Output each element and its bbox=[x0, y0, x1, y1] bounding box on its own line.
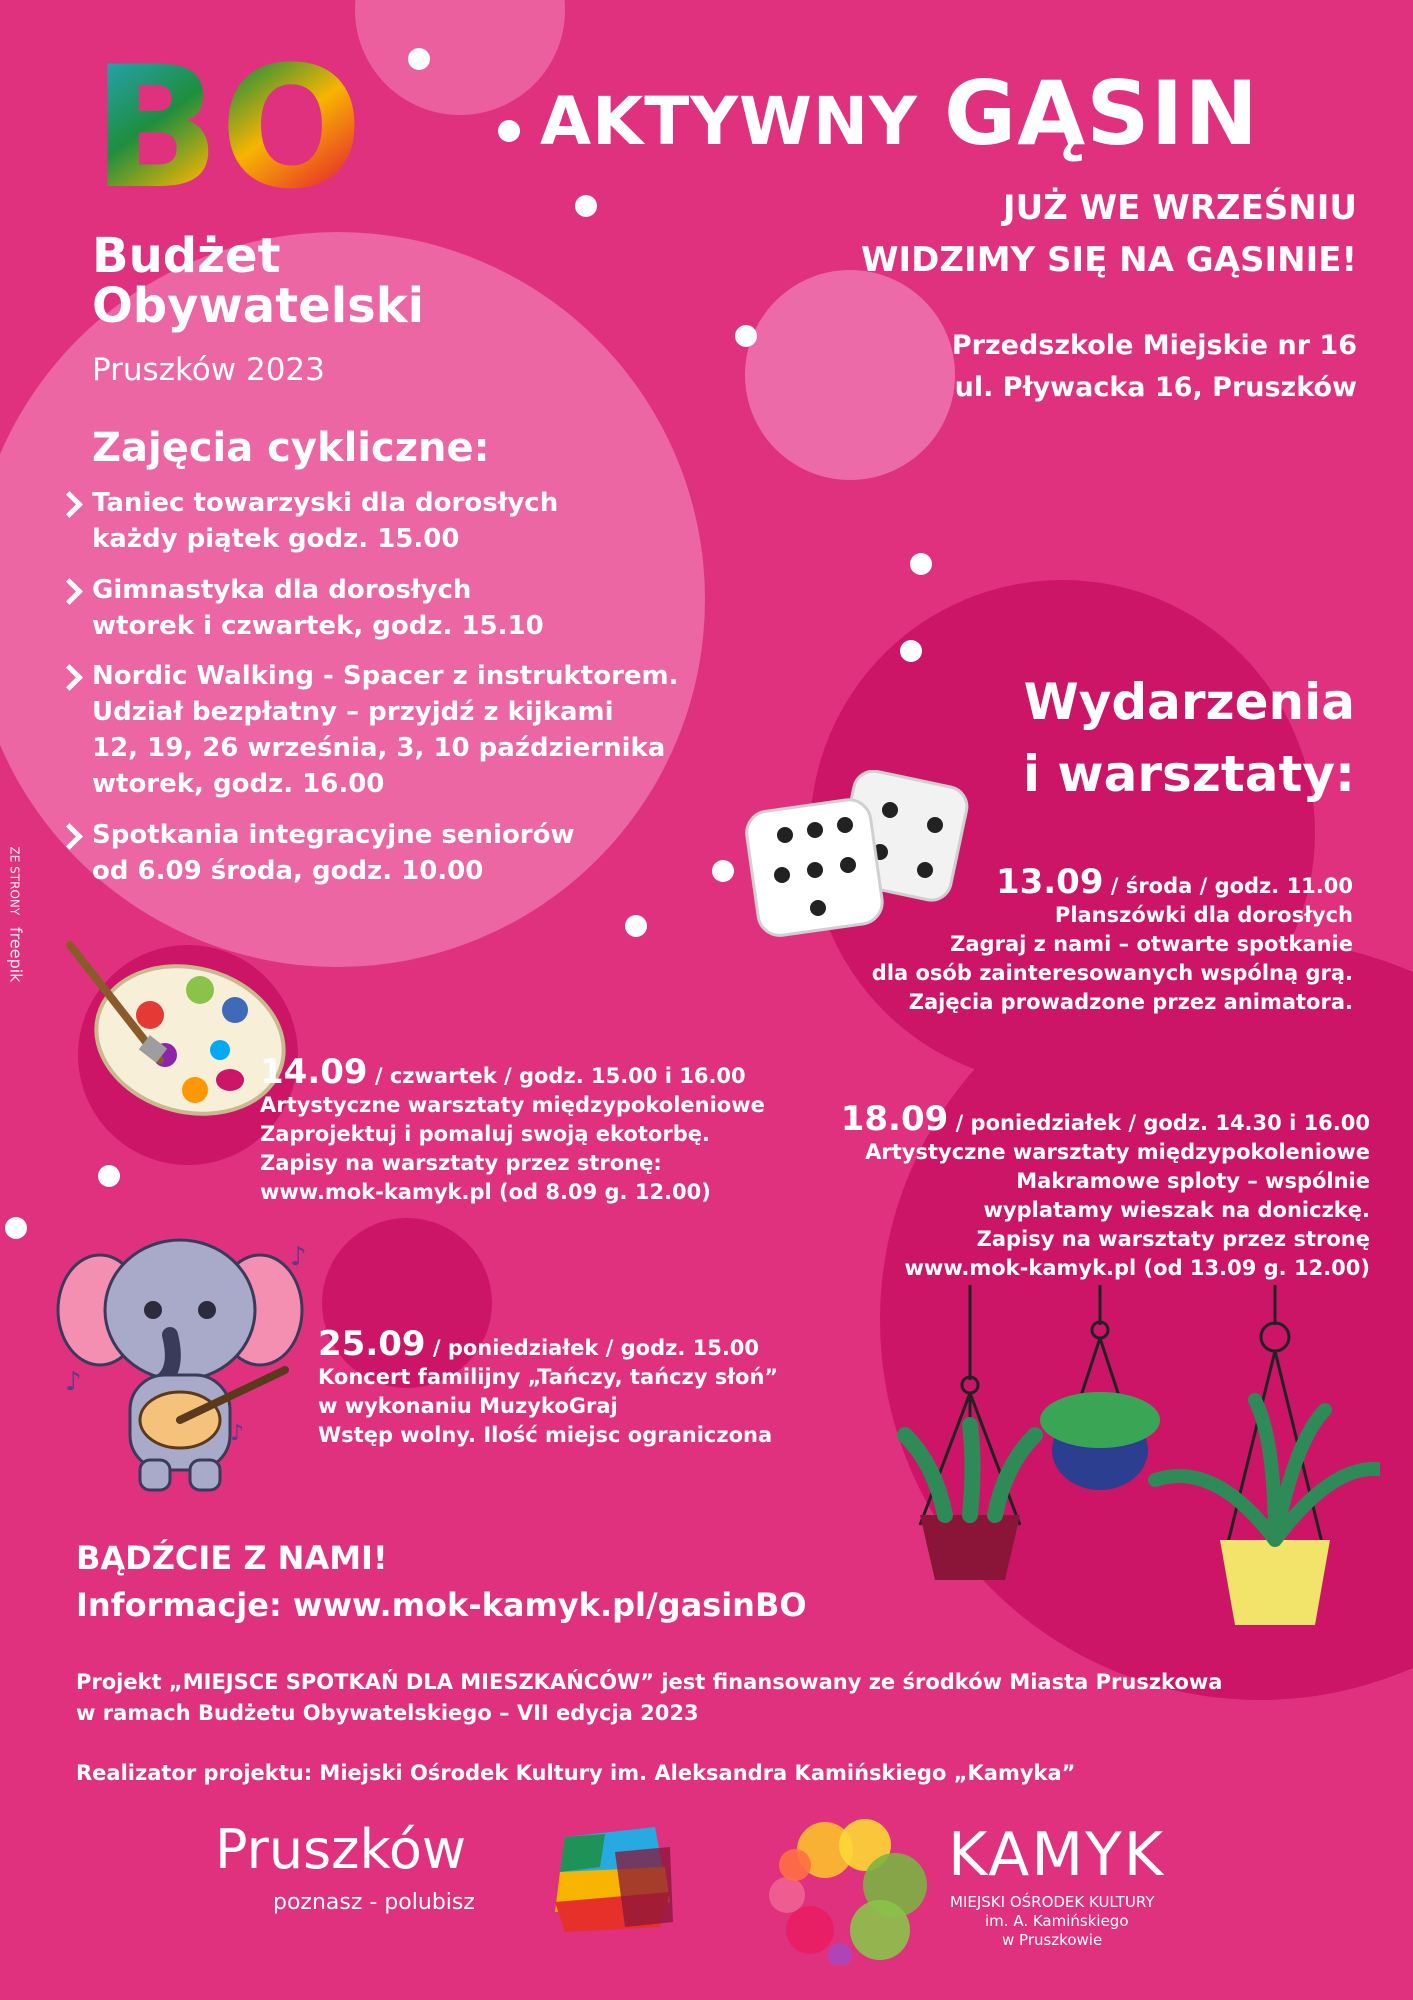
event-item bbox=[260, 1052, 765, 1207]
dot bbox=[408, 48, 430, 70]
dot bbox=[712, 860, 734, 882]
dot bbox=[98, 1165, 120, 1187]
list-item bbox=[92, 572, 544, 644]
event-line: Artystyczne warsztaty międzypokoleniowe bbox=[260, 1093, 765, 1117]
item-line: od 6.09 środa, godz. 10.00 bbox=[92, 856, 484, 886]
pruszkow-emblem bbox=[545, 1822, 675, 1934]
freepik-credit bbox=[6, 847, 25, 983]
event-date: 18.09 bbox=[840, 1099, 949, 1139]
events-heading-line1: Wydarzenia bbox=[1023, 673, 1355, 731]
cyclic-heading: Zajęcia cykliczne: bbox=[92, 425, 490, 471]
title-part1: AKTYWNY bbox=[540, 83, 918, 160]
event-item bbox=[318, 1324, 779, 1450]
item-line: Nordic Walking - Spacer z instruktorem. bbox=[92, 661, 679, 691]
event-line: w wykonaniu MuzykoGraj bbox=[318, 1394, 618, 1418]
info-link[interactable]: Informacje: www.mok-kamyk.pl/gasinBO bbox=[76, 1586, 807, 1624]
event-date: 14.09 bbox=[260, 1052, 368, 1092]
event-meta: / poniedziałek / godz. 14.30 i 16.00 bbox=[948, 1111, 1370, 1135]
item-line: wtorek, godz. 16.00 bbox=[92, 769, 385, 799]
svg-text:♪: ♪ bbox=[230, 1421, 245, 1446]
bo-letters: BO bbox=[92, 58, 363, 198]
list-item bbox=[92, 485, 558, 557]
venue-line2: ul. Pływacka 16, Pruszków bbox=[954, 372, 1357, 403]
project-line2: w ramach Budżetu Obywatelskiego – VII edycja 2023 bbox=[76, 1701, 699, 1725]
event-line: www.mok-kamyk.pl (od 8.09 g. 12.00) bbox=[260, 1180, 711, 1204]
event-line: Zapisy na warsztaty przez stronę bbox=[976, 1227, 1370, 1251]
item-line: Udział bezpłatny – przyjdź z kijkami bbox=[92, 697, 614, 727]
item-line: wtorek i czwartek, godz. 15.10 bbox=[92, 611, 544, 641]
item-line: każdy piątek godz. 15.00 bbox=[92, 524, 460, 554]
elephant-illustration bbox=[55, 1225, 305, 1495]
event-item bbox=[840, 1099, 1370, 1283]
bo-logo bbox=[92, 58, 398, 198]
credit-brand: freepik bbox=[6, 927, 26, 983]
dot bbox=[735, 325, 757, 347]
svg-text:♪: ♪ bbox=[65, 1367, 82, 1397]
credit-text: ZE STRONY bbox=[7, 846, 22, 916]
svg-text:♪: ♪ bbox=[290, 1242, 305, 1272]
event-item bbox=[871, 862, 1353, 1017]
events-heading-line2: i warsztaty: bbox=[1022, 745, 1355, 803]
event-meta: / środa / godz. 11.00 bbox=[1103, 874, 1353, 898]
kamyk-name: KAMYK bbox=[948, 1820, 1166, 1890]
event-line: dla osób zainteresowanych wspólną grą. bbox=[871, 961, 1353, 985]
dot bbox=[575, 195, 597, 217]
pruszkow-logo-slogan: poznasz - polubisz bbox=[273, 1890, 475, 1915]
dot bbox=[498, 120, 520, 142]
event-line: Koncert familijny „Tańczy, tańczy słoń” bbox=[318, 1365, 779, 1389]
event-line: Planszówki dla dorosłych bbox=[1054, 903, 1353, 927]
dot bbox=[625, 915, 647, 937]
brand-subtitle: Pruszków 2023 bbox=[92, 352, 325, 388]
item-line: Taniec towarzyski dla dorosłych bbox=[92, 488, 559, 518]
dot bbox=[910, 553, 932, 575]
pruszkow-logo-name: Pruszków bbox=[215, 1818, 467, 1881]
project-line1: Projekt „MIEJSCE SPOTKAŃ DLA MIESZKAŃCÓW” jest finansowany ze środków Miasta Pruszkowa bbox=[76, 1670, 1223, 1694]
event-date: 13.09 bbox=[995, 862, 1104, 902]
item-line: Spotkania integracyjne seniorów bbox=[92, 820, 575, 850]
brand-line1: Budżet bbox=[92, 228, 281, 284]
title-part2: GĄSIN bbox=[943, 62, 1260, 165]
realizator: Realizator projektu: Miejski Ośrodek Kultury im. Aleksandra Kamińskiego „Kamyka” bbox=[76, 1761, 1076, 1785]
bg-circle-mid bbox=[745, 270, 955, 480]
event-line: Makramowe sploty – wspólnie bbox=[1016, 1169, 1370, 1193]
event-date: 25.09 bbox=[318, 1324, 426, 1364]
list-item bbox=[92, 817, 575, 889]
tagline-line2: WIDZIMY SIĘ NA GĄSINIE! bbox=[861, 240, 1357, 280]
event-line: Zaprojektuj i pomaluj swoją ekotorbę. bbox=[260, 1122, 710, 1146]
list-item bbox=[92, 658, 679, 802]
event-line: wyplatamy wieszak na doniczkę. bbox=[983, 1198, 1370, 1222]
dot bbox=[900, 640, 922, 662]
kamyk-emblem bbox=[765, 1815, 930, 1965]
event-line: Artystyczne warsztaty międzypokoleniowe bbox=[865, 1140, 1370, 1164]
event-meta: / poniedziałek / godz. 15.00 bbox=[425, 1336, 760, 1360]
hanging-plants-illustration bbox=[890, 1285, 1380, 1645]
event-line: Wstęp wolny. Ilość miejsc ograniczona bbox=[318, 1423, 773, 1447]
cta-heading: BĄDŹCIE Z NAMI! bbox=[76, 1539, 388, 1577]
tagline-line1: JUŻ WE WRZEŚNIU bbox=[1002, 188, 1357, 228]
event-line: Zagraj z nami – otwarte spotkanie bbox=[950, 932, 1353, 956]
event-line: Zajęcia prowadzone przez animatora. bbox=[908, 990, 1353, 1014]
kamyk-line3: w Pruszkowie bbox=[1002, 1931, 1103, 1949]
event-line: www.mok-kamyk.pl (od 13.09 g. 12.00) bbox=[904, 1256, 1370, 1280]
event-line: Zapisy na warsztaty przez stronę: bbox=[260, 1151, 662, 1175]
event-meta: / czwartek / godz. 15.00 i 16.00 bbox=[367, 1064, 746, 1088]
item-line: 12, 19, 26 września, 3, 10 października bbox=[92, 733, 666, 763]
kamyk-line1: MIEJSKI OŚRODEK KULTURY bbox=[950, 1893, 1155, 1911]
page-title bbox=[540, 62, 1259, 165]
kamyk-line2: im. A. Kamińskiego bbox=[985, 1912, 1129, 1930]
brand-line2: Obywatelski bbox=[92, 278, 425, 334]
item-line: Gimnastyka dla dorosłych bbox=[92, 575, 472, 605]
venue-line1: Przedszkole Miejskie nr 16 bbox=[951, 330, 1357, 361]
dot bbox=[5, 1217, 27, 1239]
